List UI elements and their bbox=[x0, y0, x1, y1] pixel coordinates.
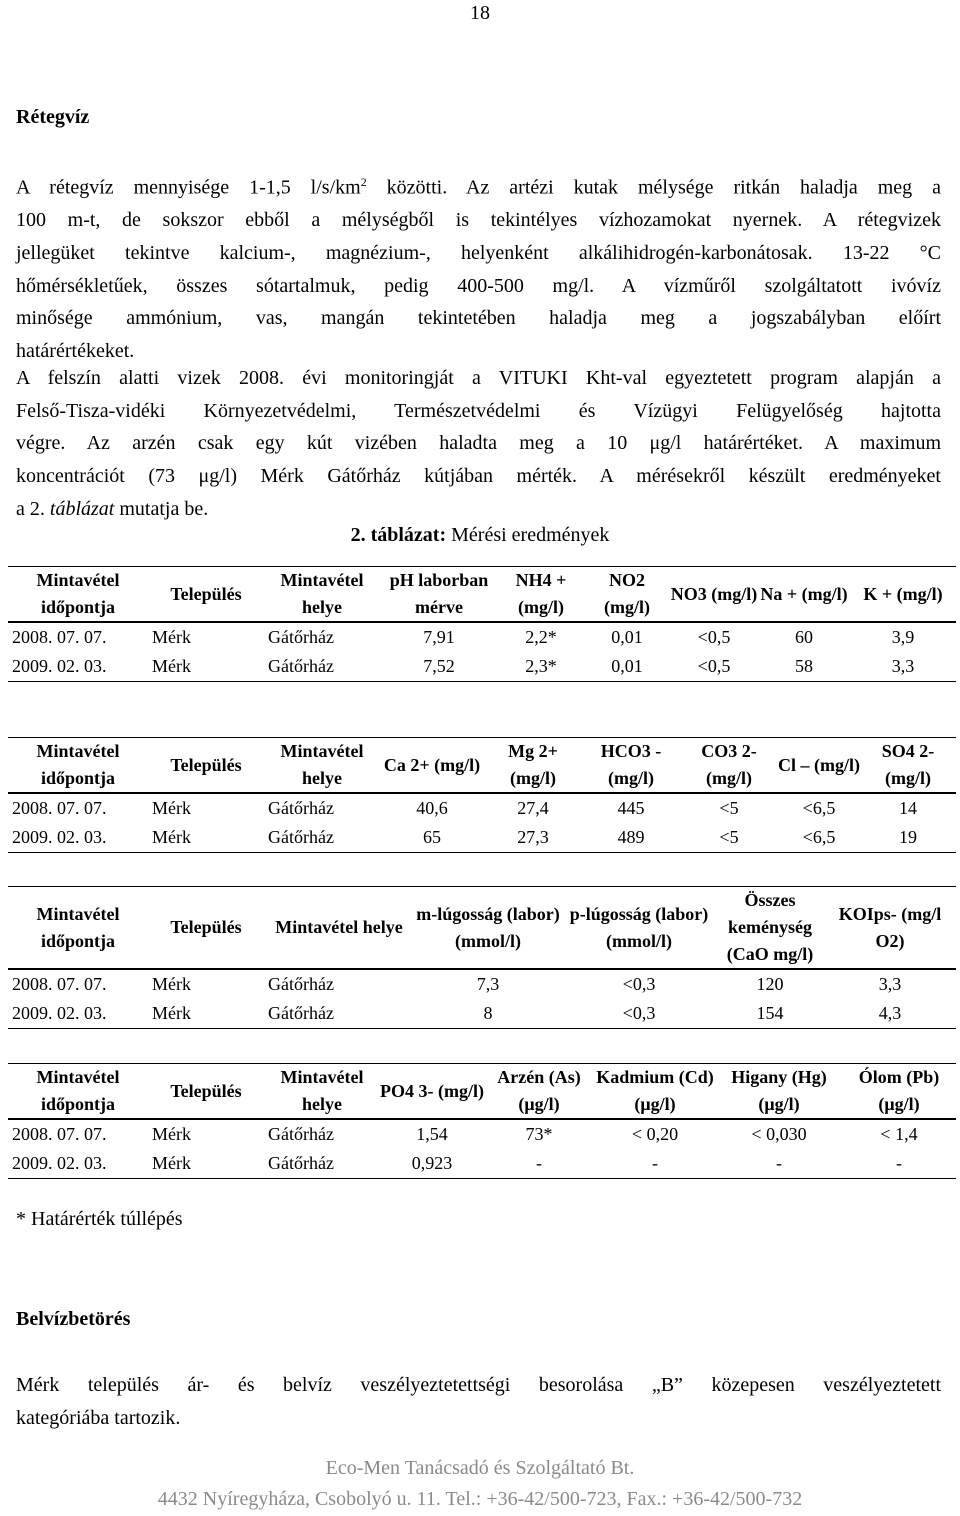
table-cell: Mérk bbox=[148, 823, 264, 853]
table-caption: 2. táblázat: Mérési eredmények bbox=[350, 524, 610, 546]
paragraph-retegviz-2 bbox=[16, 362, 941, 526]
table-header-cell: Mintavétel helye bbox=[264, 1064, 380, 1120]
table-cell: 3,3 bbox=[878, 974, 902, 994]
table-cell: 7,52 bbox=[380, 652, 498, 682]
table-header-cell: Ca 2+ (mg/l) bbox=[380, 738, 484, 794]
table-cell: Gátőrház bbox=[264, 1149, 380, 1179]
table-cell: 2009. 02. 03. bbox=[8, 823, 148, 853]
paragraph-line: Felső-Tisza-vidéki Környezetvédelmi, Természetvédelmi és Vízügyi Felügyelőség hajtotta bbox=[16, 399, 941, 422]
table-header-cell: Arzén (As) (μg/l) bbox=[484, 1064, 594, 1120]
table-cell: 8 bbox=[414, 999, 562, 1029]
table-header-cell: Mintavétel helye bbox=[264, 738, 380, 794]
table-cell: <0,3 bbox=[622, 974, 656, 994]
table-cell: Mérk bbox=[148, 1149, 264, 1179]
table-cell: 2009. 02. 03. bbox=[8, 999, 148, 1029]
table-cell: 65 bbox=[380, 823, 484, 853]
table-header-cell: Település bbox=[148, 887, 264, 970]
table-row bbox=[8, 622, 956, 652]
table-header-cell: Ólom (Pb) (μg/l) bbox=[842, 1064, 956, 1120]
paragraph-line: határértékeket. bbox=[16, 340, 135, 363]
table-header-cell: Mintavétel időpontja bbox=[8, 1064, 148, 1120]
table-cell: Gátőrház bbox=[264, 999, 414, 1029]
paragraph-line: A felszín alatti vizek 2008. évi monitoringját a VITUKI Kht-val egyeztetett program alapján a bbox=[16, 367, 941, 389]
table-row bbox=[8, 823, 956, 853]
table-cell: Gátőrház bbox=[268, 798, 334, 818]
table-cell: <0,3 bbox=[562, 999, 716, 1029]
table-cell: 2009. 02. 03. bbox=[8, 652, 148, 682]
table-cell: 3,9 bbox=[891, 627, 915, 647]
table-cell: - bbox=[842, 1149, 956, 1179]
footer-company: Eco-Men Tanácsadó és Szolgáltató Bt. bbox=[325, 1457, 635, 1479]
table-cell: < 1,4 bbox=[880, 1124, 918, 1144]
table-row bbox=[8, 1119, 956, 1149]
table-header-cell: Kadmium (Cd) (μg/l) bbox=[594, 1064, 716, 1120]
table-header-cell: PO4 3- (mg/l) bbox=[380, 1064, 484, 1120]
table-cell: - bbox=[716, 1149, 842, 1179]
table-cell: 2008. 07. 07. bbox=[12, 627, 107, 647]
table-header-cell: Település bbox=[148, 567, 264, 623]
table-cell: 27,3 bbox=[484, 823, 582, 853]
table-cell: 58 bbox=[758, 652, 850, 682]
table-cell: 40,6 bbox=[416, 798, 448, 818]
table-header-cell: KOIps- (mg/l O2) bbox=[824, 887, 956, 970]
table-cell: 4,3 bbox=[824, 999, 956, 1029]
table-cell: <0,5 bbox=[697, 627, 731, 647]
table-cell: < 0,030 bbox=[751, 1124, 807, 1144]
paragraph-belvizbetores bbox=[16, 1369, 941, 1434]
table-cell: 0,01 bbox=[611, 627, 643, 647]
table-cell: 2008. 07. 07. bbox=[12, 974, 107, 994]
table-cell: <6,5 bbox=[802, 798, 836, 818]
table-cell: 154 bbox=[716, 999, 824, 1029]
paragraph-line: kategóriába tartozik. bbox=[16, 1406, 181, 1429]
table-cell: 2008. 07. 07. bbox=[12, 1124, 107, 1144]
table-cell: 73* bbox=[525, 1124, 553, 1144]
table-header-cell: Mintavétel időpontja bbox=[8, 567, 148, 623]
table-cell: 3,3 bbox=[850, 652, 956, 682]
table-cell: 445 bbox=[617, 798, 645, 818]
table-header-cell: pH laborban mérve bbox=[380, 567, 498, 623]
paragraph-line: jellegüket tekintve kalcium-, magnézium-, helyenként alkálihidrogén-karbonátosak. 13-22 °C bbox=[16, 242, 941, 265]
table-header-cell: Higany (Hg) (μg/l) bbox=[716, 1064, 842, 1120]
footer-address: 4432 Nyíregyháza, Csobolyó u. 11. Tel.: +36-42/500-723, Fax.: +36-42/500-732 bbox=[157, 1488, 803, 1510]
table-header-cell: SO4 2- (mg/l) bbox=[860, 738, 956, 794]
table-cell: <5 bbox=[719, 798, 739, 818]
section-heading-belvizbetores: Belvízbetörés bbox=[16, 1308, 131, 1330]
table-cell: 120 bbox=[756, 974, 784, 994]
paragraph-line: A rétegvíz mennyisége 1-1,5 $l/s/km^2$ közötti. Az artézi kutak mélysége ritkán haladja meg a bbox=[16, 175, 941, 199]
table-header-cell: NO3 (mg/l) bbox=[670, 567, 758, 623]
table-cell: Mérk bbox=[152, 1124, 191, 1144]
table-cell: Mérk bbox=[148, 652, 264, 682]
table-header-cell: Mg 2+ (mg/l) bbox=[484, 738, 582, 794]
table-cell: Gátőrház bbox=[264, 823, 380, 853]
table-cell: Mérk bbox=[152, 798, 191, 818]
table-cell: 27,4 bbox=[517, 798, 549, 818]
table-cell: - bbox=[484, 1149, 594, 1179]
table-header-cell: m-lúgosság (labor) (mmol/l) bbox=[414, 887, 562, 970]
results-table-2 bbox=[8, 737, 956, 853]
table-header-cell: NH4 + (mg/l) bbox=[498, 567, 584, 623]
table-header-cell: Összes keménység (CaO mg/l) bbox=[716, 887, 824, 970]
paragraph-line: koncentrációt (73 μg/l) Mérk Gátőrház kútjában mérték. A mérésekről készült eredményeket bbox=[16, 465, 941, 488]
table-cell: 2,3* bbox=[498, 652, 584, 682]
table-cell: Gátőrház bbox=[268, 627, 334, 647]
paragraph-retegviz-1 bbox=[16, 166, 941, 368]
results-table-3 bbox=[8, 886, 956, 1029]
table-header-cell: CO3 2- (mg/l) bbox=[680, 738, 778, 794]
table-header-cell: Település bbox=[148, 1064, 264, 1120]
table-cell: 60 bbox=[795, 627, 813, 647]
table-cell: 19 bbox=[860, 823, 956, 853]
table-cell: 2,2* bbox=[525, 627, 557, 647]
table-cell: Mérk bbox=[152, 974, 191, 994]
paragraph-line: minősége ammónium, vas, mangán tekintetében haladja meg a jogszabályban előírt bbox=[16, 307, 941, 330]
table-header-cell: Mintavétel helye bbox=[264, 567, 380, 623]
results-table-1 bbox=[8, 566, 956, 682]
table-header-cell: Cl – (mg/l) bbox=[778, 738, 860, 794]
table-cell: < 0,20 bbox=[631, 1124, 679, 1144]
table-row bbox=[8, 652, 956, 682]
table-cell: 0,01 bbox=[584, 652, 670, 682]
table-header-cell: Mintavétel helye bbox=[264, 887, 414, 970]
table-cell: <5 bbox=[680, 823, 778, 853]
table-header-cell: p-lúgosság (labor) (mmol/l) bbox=[562, 887, 716, 970]
table-row bbox=[8, 969, 956, 999]
table-header-cell: Mintavétel időpontja bbox=[8, 887, 148, 970]
table-row bbox=[8, 1149, 956, 1179]
table-row bbox=[8, 793, 956, 823]
table-cell: - bbox=[594, 1149, 716, 1179]
table-cell: 2009. 02. 03. bbox=[8, 1149, 148, 1179]
table-header-cell: Na + (mg/l) bbox=[758, 567, 850, 623]
table-row bbox=[8, 999, 956, 1029]
footnote: * Határérték túllépés bbox=[16, 1208, 183, 1230]
paragraph-line: végre. Az arzén csak egy kút vizében haladta meg a 10 μg/l határértéket. A maximum bbox=[16, 432, 941, 455]
paragraph-line: 100 m-t, de sokszor ebből a mélységből is tekintélyes vízhozamokat nyernek. A rétegvizek bbox=[16, 209, 941, 232]
table-cell: Mérk bbox=[148, 999, 264, 1029]
table-cell: <0,5 bbox=[670, 652, 758, 682]
table-cell: Gátőrház bbox=[264, 652, 380, 682]
paragraph-line: a 2. táblázat mutatja be. bbox=[16, 497, 209, 520]
table-cell: Gátőrház bbox=[268, 974, 334, 994]
table-cell: 489 bbox=[582, 823, 680, 853]
table-header-cell: Mintavétel időpontja bbox=[8, 738, 148, 794]
paragraph-line: Mérk település ár- és belvíz veszélyeztetettségi besorolása „B” közepesen veszélyeztetett bbox=[16, 1374, 941, 1396]
table-cell: Gátőrház bbox=[268, 1124, 334, 1144]
table-header-cell: Település bbox=[148, 738, 264, 794]
table-cell: Mérk bbox=[152, 627, 191, 647]
table-cell: 7,91 bbox=[423, 627, 455, 647]
table-header-cell: K + (mg/l) bbox=[850, 567, 956, 623]
table-cell: 14 bbox=[899, 798, 917, 818]
table-cell: <6,5 bbox=[778, 823, 860, 853]
section-heading-retegviz: Rétegvíz bbox=[16, 106, 90, 128]
table-cell: 2008. 07. 07. bbox=[12, 798, 107, 818]
page-number: 18 bbox=[470, 2, 490, 24]
table-cell: 7,3 bbox=[476, 974, 500, 994]
results-table-4 bbox=[8, 1063, 956, 1179]
table-header-cell: NO2 (mg/l) bbox=[584, 567, 670, 623]
table-cell: 0,923 bbox=[380, 1149, 484, 1179]
paragraph-line: hőmérsékletűek, összes sótartalmuk, pedig 400-500 mg/l. A vízműről szolgáltatott ivóvíz bbox=[16, 274, 941, 297]
table-header-cell: HCO3 - (mg/l) bbox=[582, 738, 680, 794]
table-cell: 1,54 bbox=[416, 1124, 448, 1144]
